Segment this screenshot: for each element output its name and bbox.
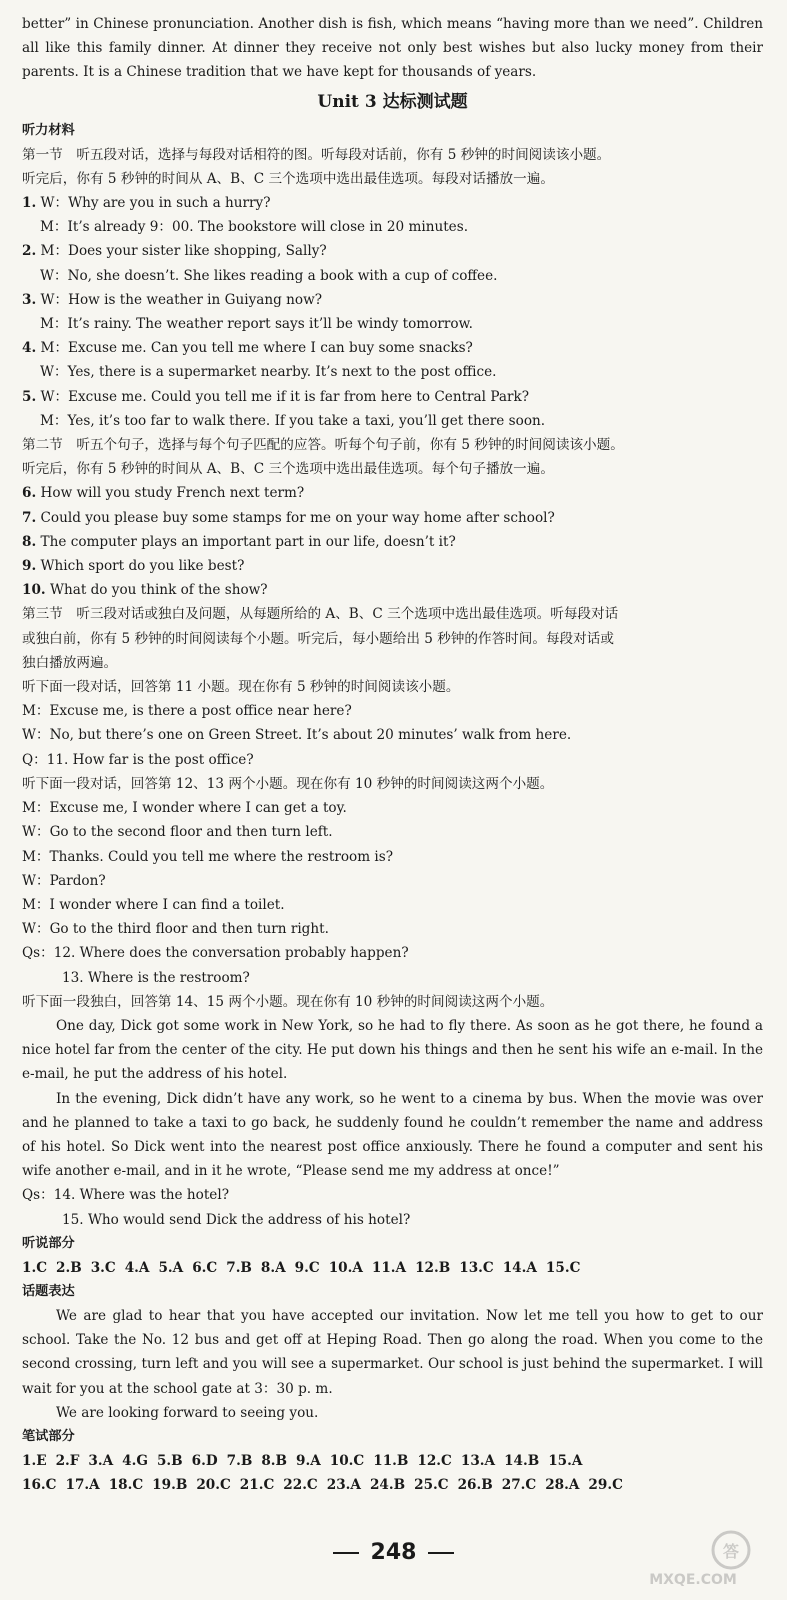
monologue-instruction: 听下面一段独白，回答第 14、15 两个小题。现在你有 10 秒钟的时间阅读这两个小题。 — [22, 993, 554, 1010]
topic-closing: We are looking forward to seeing you. — [56, 1404, 319, 1421]
listening-answers — [22, 1256, 763, 1280]
item-number: 3. — [22, 291, 37, 308]
answer: 28.A — [545, 1477, 580, 1494]
dialogue-line: M：Excuse me, I wonder where I can get a toy. — [22, 800, 347, 817]
dialogue-line: M：It’s rainy. The weather report says it’ll be windy tomorrow. — [40, 316, 473, 333]
svg-text:答: 答 — [722, 1542, 740, 1561]
answer: 4.G — [122, 1452, 148, 1469]
dialogue-item-1 — [22, 191, 763, 239]
dash-left — [333, 1552, 359, 1554]
answer: 1.E — [22, 1452, 47, 1469]
dialogue-line: M：Yes, it’s too far to walk there. If you take a taxi, you’ll get there soon. — [40, 412, 546, 429]
dialogue-line: W：Excuse me. Could you tell me if it is far from here to Central Park? — [40, 388, 529, 405]
monologue-paragraph-2: In the evening, Dick didn’t have any work, so he went to a cinema by bus. When the movie was over and he planned to take a taxi to go back, he suddenly found he couldn’t remember the name and address of his hotel. So Dick went into the nearest post office anxiously. There he found a computer and sent his wife another e-mail, and in it he wrote, “Please send me my address at once!” — [22, 1090, 763, 1180]
section3-instruction-line1: 第三节 听三段对话或独白及问题，从每题所给的 A、B、C 三个选项中选出最佳选项。听每段对话 — [22, 606, 619, 623]
dialogue-item-3 — [22, 288, 763, 336]
answer: 26.B — [457, 1477, 493, 1494]
answer: 23.A — [326, 1477, 361, 1494]
dialogue-item-4 — [22, 336, 763, 384]
section1-instruction-line2: 听完后，你有 5 秒钟的时间从 A、B、C 三个选项中选出最佳选项。每段对话播放一遍。 — [22, 170, 554, 187]
question-line: 13. Where is the restroom? — [62, 969, 250, 986]
question-line: Q：11. How far is the post office? — [22, 751, 254, 768]
answer: 22.C — [283, 1477, 318, 1494]
section2-sentences — [22, 481, 763, 602]
dialogue2-instruction: 听下面一段对话，回答第 12、13 两个小题。现在你有 10 秒钟的时间阅读这两个小题。 — [22, 775, 554, 792]
section1-dialogues — [22, 191, 763, 433]
answer: 14.B — [504, 1452, 540, 1469]
answer: 29.C — [588, 1477, 623, 1494]
answer: 8.B — [261, 1452, 288, 1469]
dialogue-line: W：No, but there’s one on Green Street. It’s about 20 minutes’ walk from here. — [22, 727, 572, 744]
answer: 18.C — [108, 1477, 144, 1494]
answer: 24.B — [369, 1477, 406, 1494]
question-line: Qs：12. Where does the conversation probably happen? — [22, 945, 409, 962]
dialogue-item-2 — [22, 239, 763, 287]
sentence-item-6: 6. How will you study French next term? — [22, 485, 305, 502]
dialogue-line: M：Excuse me. Can you tell me where I can buy some snacks? — [40, 340, 473, 357]
watermark-text: MXQE.COM — [649, 1572, 737, 1588]
answer: 17.A — [65, 1477, 100, 1494]
answer: 10.A — [328, 1259, 363, 1276]
answer: 13.C — [459, 1259, 494, 1276]
answer: 16.C — [22, 1477, 57, 1494]
dialogue-line: M：Does your sister like shopping, Sally? — [40, 243, 327, 260]
dialogue-line: M：It’s already 9：00. The bookstore will close in 20 minutes. — [40, 219, 469, 236]
written-answers-row2 — [22, 1473, 763, 1497]
answer: 19.B — [152, 1477, 188, 1494]
page-content — [22, 12, 763, 1497]
answer: 12.C — [417, 1452, 452, 1469]
sentence-item-10: 10. What do you think of the show? — [22, 582, 268, 599]
answer: 6.D — [191, 1452, 218, 1469]
dialogue-line: W：Why are you in such a hurry? — [40, 195, 271, 212]
dialogue-line: M：I wonder where I can find a toilet. — [22, 896, 285, 913]
answer: 10.C — [329, 1452, 365, 1469]
answer: 12.B — [415, 1259, 451, 1276]
answer: 13.A — [460, 1452, 496, 1469]
sentence-item-7: 7. Could you please buy some stamps for me on your way home after school? — [22, 509, 555, 526]
dash-right — [428, 1552, 454, 1554]
answer: 2.F — [55, 1452, 80, 1469]
unit-title: Unit 3 达标测试题 — [317, 91, 468, 112]
answer: 27.C — [501, 1477, 537, 1494]
dialogue-line: W：Go to the third floor and then turn right. — [22, 921, 329, 938]
answer: 5.B — [156, 1452, 183, 1469]
topic-expression-heading: 话题表达 — [22, 1283, 75, 1299]
section3-instruction-line2: 或独白前，你有 5 秒钟的时间阅读每个小题。听完后，每小题给出 5 秒钟的作答时间。每段对话或 — [22, 630, 614, 647]
item-number: 4. — [22, 340, 37, 357]
dialogue-item-5 — [22, 385, 763, 433]
dialogue-line: W：Pardon? — [22, 872, 106, 889]
answer: 11.A — [371, 1259, 407, 1276]
answer: 1.C — [22, 1259, 48, 1276]
answer: 15.C — [545, 1259, 581, 1276]
monologue-paragraph-1: One day, Dick got some work in New York, so he had to fly there. As soon as he got there, he found a nice hotel far from the center of the city. He put down his things and then he sent his wife an e-mail. In the e-mail, he put the address of his hotel. — [22, 1017, 763, 1083]
answer: 8.A — [260, 1259, 286, 1276]
section2-instruction-line2: 听完后，你有 5 秒钟的时间从 A、B、C 三个选项中选出最佳选项。每个句子播放一遍。 — [22, 461, 554, 478]
section2-instruction-line1: 第二节 听五个句子，选择与每个句子匹配的应答。听每个句子前，你有 5 秒钟的时间阅读该小题。 — [22, 437, 624, 454]
answer: 4.A — [124, 1259, 150, 1276]
answer: 9.C — [294, 1259, 320, 1276]
answer: 7.B — [226, 1259, 252, 1276]
item-number: 2. — [22, 243, 37, 260]
listening-heading: 听力材料 — [22, 122, 75, 138]
answer: 7.B — [226, 1452, 253, 1469]
listening-speaking-heading: 听说部分 — [22, 1235, 75, 1251]
dialogue-line: W：Go to the second floor and then turn left. — [22, 824, 333, 841]
answer: 11.B — [373, 1452, 409, 1469]
item-number: 5. — [22, 388, 37, 405]
answer: 3.C — [90, 1259, 116, 1276]
answer: 25.C — [414, 1477, 449, 1494]
section1-instruction-line1: 第一节 听五段对话，选择与每段对话相符的图。听每段对话前，你有 5 秒钟的时间阅读该小题。 — [22, 146, 611, 163]
page-number: 248 — [0, 1540, 787, 1565]
dialogue-line: W：Yes, there is a supermarket nearby. It’s next to the post office. — [40, 364, 497, 381]
answer: 5.A — [158, 1259, 184, 1276]
answer: 15.A — [548, 1452, 583, 1469]
written-answers-row1 — [22, 1449, 763, 1473]
question-line: Qs：14. Where was the hotel? — [22, 1187, 229, 1204]
answer: 6.C — [192, 1259, 218, 1276]
question-line: 15. Who would send Dick the address of his hotel? — [62, 1211, 411, 1228]
dialogue-line: M：Excuse me, is there a post office near here? — [22, 703, 352, 720]
topic-paragraph: We are glad to hear that you have accepted our invitation. Now let me tell you how to get to our school. Take the No. 12 bus and get off at Heping Road. Then go along the road. When you come to the second crossing, turn left and you will see a supermarket. Our school is just behind the supermarket. I will wait for you at the school gate at 3：30 p. m. — [22, 1307, 763, 1397]
item-number: 1. — [22, 195, 37, 212]
sentence-item-9: 9. Which sport do you like best? — [22, 558, 245, 575]
watermark-logo-icon — [613, 1522, 773, 1592]
answer: 2.B — [56, 1259, 82, 1276]
dialogue1-instruction: 听下面一段对话，回答第 11 小题。现在你有 5 秒钟的时间阅读该小题。 — [22, 679, 460, 696]
section3-instruction-line3: 独白播放两遍。 — [22, 654, 118, 671]
answer: 20.C — [196, 1477, 231, 1494]
answer: 14.A — [502, 1259, 537, 1276]
dialogue-line: W：How is the weather in Guiyang now? — [40, 291, 322, 308]
intro-paragraph: better” in Chinese pronunciation. Another dish is fish, which means “having more than we need”. Children all like this family dinner. At dinner they receive not only best wishes but also lucky money from their parents. It is a Chinese tradition that we have kept for thousands of years. — [22, 16, 763, 81]
answer: 21.C — [239, 1477, 275, 1494]
sentence-item-8: 8. The computer plays an important part in our life, doesn’t it? — [22, 533, 456, 550]
dialogue-line: W：No, she doesn’t. She likes reading a book with a cup of coffee. — [40, 267, 498, 284]
dialogue-line: M：Thanks. Could you tell me where the restroom is? — [22, 848, 394, 865]
written-part-heading: 笔试部分 — [22, 1428, 75, 1444]
answer: 9.A — [296, 1452, 321, 1469]
answer: 3.A — [88, 1452, 114, 1469]
